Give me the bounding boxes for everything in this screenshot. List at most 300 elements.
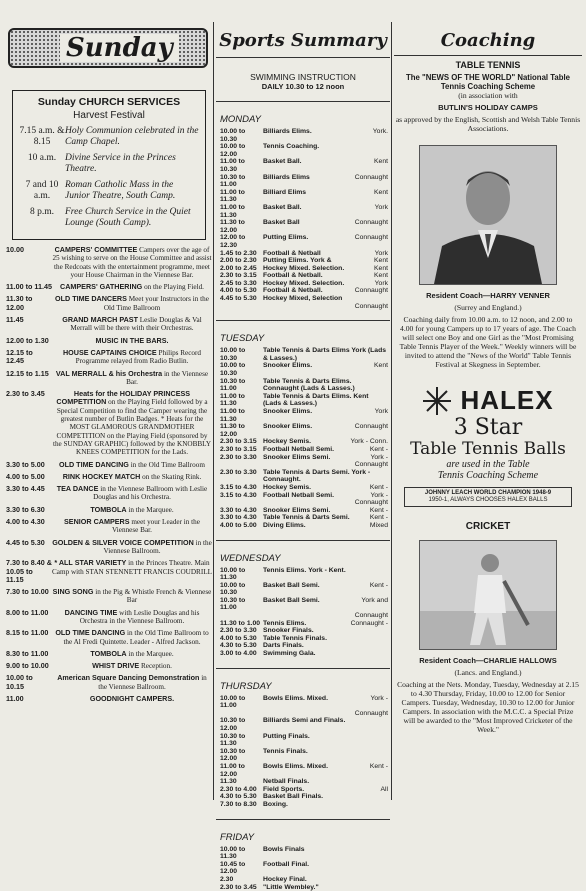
event-time: 2.30 to 3.45 — [6, 390, 52, 456]
sports-venue: Connaught — [355, 710, 388, 718]
sports-venue: York — [375, 280, 388, 288]
sports-row — [216, 446, 390, 454]
sports-time: 2.00 to 2.45 — [220, 265, 263, 273]
sports-event: Putting Finals. — [263, 733, 388, 748]
event-body — [52, 539, 212, 556]
sports-venue: Connaught — [355, 499, 388, 507]
sports-venue: Connaught — [355, 219, 388, 234]
sports-time: 12.00 to 12.30 — [220, 234, 263, 249]
sports-event: Basket Ball. — [263, 158, 374, 173]
divider — [216, 57, 390, 58]
event-body — [52, 295, 212, 312]
event-desc: meet your Leader in the Viennese Bar. — [112, 518, 200, 534]
sports-event: Hockey Mixed. Selection. — [263, 265, 374, 273]
sports-venue: Kent - — [370, 484, 388, 492]
event-row — [6, 473, 212, 481]
sports-row — [216, 597, 390, 612]
event-title: GRAND MARCH PAST — [62, 315, 138, 324]
event-body — [52, 283, 212, 291]
sports-row — [216, 650, 390, 658]
event-body — [52, 337, 212, 345]
scheme-intro: The "NEWS OF THE WORLD" National Table Tennis Coaching Scheme — [394, 73, 582, 91]
sports-row — [216, 280, 390, 288]
event-title: TOMBOLA — [90, 649, 126, 658]
sports-venue: York — [375, 250, 388, 258]
sports-row — [216, 204, 390, 219]
event-time: 12.00 to 1.30 — [6, 337, 52, 345]
sports-event: Snooker Elims Semi. — [263, 507, 370, 515]
sports-event: Tennis Elims. — [263, 620, 351, 628]
sports-venue: Kent — [374, 272, 388, 280]
sports-venue: Connaught - — [351, 620, 388, 628]
event-row — [6, 246, 212, 279]
sports-time: 11.00 to 11.30 — [220, 393, 263, 408]
event-body — [52, 629, 212, 646]
sports-row — [216, 303, 390, 311]
sports-event: Putting Elims. York & — [263, 257, 374, 265]
service-desc: Roman Catholic Mass in the Junior Theatre, South Camp. — [65, 180, 199, 202]
sports-venue: Connaught — [355, 423, 388, 438]
sports-event: Basket Ball Semi. — [263, 582, 370, 597]
sports-event: Hockey Semis. — [263, 484, 370, 492]
sports-venue: York - — [370, 695, 388, 710]
sports-time: 3.00 to 4.00 — [220, 650, 263, 658]
sports-row — [216, 861, 390, 876]
sports-event: Table Tennis Finals. — [263, 635, 388, 643]
sports-row — [216, 635, 390, 643]
sports-row — [216, 695, 390, 710]
sports-time: 2.00 to 2.30 — [220, 257, 263, 265]
sports-event — [263, 612, 355, 620]
sports-row — [216, 612, 390, 620]
event-title: DANCING TIME — [65, 608, 118, 617]
sports-row — [216, 393, 390, 408]
sports-event: Football Netball Semi. — [263, 446, 370, 454]
event-desc: in the Old Time Ballroom to the Al Fredi Quintette. Leader - Alfred Jackson. — [63, 629, 208, 645]
sunday-column — [4, 0, 212, 800]
event-title: SENIOR CAMPERS — [64, 517, 130, 526]
sports-venue: Kent - — [370, 514, 388, 522]
sports-venue: Connaught — [355, 174, 388, 189]
sports-row — [216, 265, 390, 273]
divider — [394, 55, 582, 56]
sports-event: Football & Netball. — [263, 272, 374, 280]
sports-time: 2.30 to 3.30 — [220, 469, 263, 484]
event-time: 12.15 to 1.15 — [6, 370, 52, 387]
sports-row — [216, 627, 390, 635]
event-time: 3.30 to 4.45 — [6, 485, 52, 502]
event-time: 3.30 to 5.00 — [6, 461, 52, 469]
sports-event: Football Netball Semi. — [263, 492, 370, 500]
sports-row — [216, 507, 390, 515]
day-heading: THURSDAY — [220, 681, 390, 692]
coach2-caption: Resident Coach—CHARLIE HALLOWS — [394, 656, 582, 665]
halex-used-line1: are used in the Table — [394, 459, 582, 470]
sports-event: Hockey Final. — [263, 876, 388, 884]
event-body — [52, 518, 212, 535]
sports-row — [216, 174, 390, 189]
sports-time: 2.30 to 3.45 — [220, 884, 263, 891]
sports-row — [216, 876, 390, 884]
divider — [216, 320, 390, 321]
sports-row — [216, 484, 390, 492]
sports-time: 4.00 to 5.30 — [220, 287, 263, 295]
sports-venue: Kent - — [370, 446, 388, 454]
event-desc: on the Playing Field. — [144, 283, 204, 291]
event-time: 4.00 to 4.30 — [6, 518, 52, 535]
event-title: TEA DANCE — [57, 484, 99, 493]
sports-row — [216, 287, 390, 295]
coach1-sub: (Surrey and England.) — [394, 303, 582, 312]
event-title: OLD TIME DANCERS — [55, 294, 127, 303]
sports-time: 11.00 to 10.30 — [220, 158, 263, 173]
sports-time: 4.30 to 5.30 — [220, 642, 263, 650]
event-time: 7.30 to 10.00 — [6, 588, 52, 605]
event-row — [6, 390, 212, 456]
sports-venue: York and — [361, 597, 388, 612]
sports-row — [216, 272, 390, 280]
sports-row — [216, 158, 390, 173]
event-row — [6, 518, 212, 535]
leach-line2: 1950-1, ALWAYS CHOOSES HALEX BALLS — [408, 497, 568, 504]
sports-event: Football Final. — [263, 861, 388, 876]
sports-event: Diving Elims. — [263, 522, 370, 530]
sports-time: 2.45 to 3.30 — [220, 280, 263, 288]
event-row — [6, 316, 212, 333]
sports-event — [263, 710, 355, 718]
event-time: 10.00 — [6, 246, 52, 279]
event-body — [52, 349, 212, 366]
sports-event: Basket Ball — [263, 219, 355, 234]
sports-event — [263, 303, 355, 311]
sports-row — [216, 884, 390, 891]
sports-venue: York - — [370, 492, 388, 500]
sports-time: 2.30 to 3.15 — [220, 438, 263, 446]
sports-row — [216, 778, 390, 786]
sunday-banner — [8, 28, 208, 68]
sports-event: Boxing. — [263, 801, 388, 809]
event-desc: in the Old Time Ballroom — [131, 461, 205, 469]
sports-row — [216, 469, 390, 484]
event-title: GOODNIGHT CAMPERS. — [90, 694, 174, 703]
sports-event: Snooker Finals. — [263, 627, 388, 635]
event-title: CAMPERS' COMMITTEE — [55, 245, 138, 254]
sports-event: Darts Finals. — [263, 642, 388, 650]
sports-event: Basket Ball Semi. — [263, 597, 361, 612]
sports-event: Tennis Finals. — [263, 748, 388, 763]
event-row — [6, 337, 212, 345]
sports-row — [216, 582, 390, 597]
sports-time — [220, 612, 263, 620]
service-time: 7 and 10 a.m. — [19, 180, 65, 202]
event-time: 8.15 to 11.00 — [6, 629, 52, 646]
halex-star: 3 Star — [394, 416, 582, 440]
event-time: 8.00 to 11.00 — [6, 609, 52, 626]
sunday-title: Sunday — [60, 34, 179, 62]
sports-event: Billiards Elims. — [263, 128, 373, 143]
sports-row — [216, 234, 390, 249]
sports-row — [216, 423, 390, 438]
sports-days — [216, 114, 390, 891]
event-desc: in the Marquee. — [128, 650, 173, 658]
day-heading: MONDAY — [220, 114, 390, 125]
sports-time: 10.30 to 12.00 — [220, 748, 263, 763]
church-services-box — [12, 90, 206, 240]
event-time: 4.45 to 5.30 — [6, 539, 52, 556]
sports-row — [216, 567, 390, 582]
sports-venue: Kent — [374, 158, 388, 173]
sports-row — [216, 642, 390, 650]
divider — [216, 819, 390, 820]
event-desc: Philips Record Programme relayed from Radio Butlin. — [76, 349, 201, 365]
sports-event: Tennis Coaching. — [263, 143, 388, 158]
sports-time: 3.30 to 4.30 — [220, 514, 263, 522]
sports-event: Netball Finals. — [263, 778, 388, 786]
sports-row — [216, 499, 390, 507]
sports-event: Hockey Mixed, Selection — [263, 295, 388, 303]
sports-event: Football & Netball — [263, 250, 375, 258]
johnny-leach-box — [404, 487, 572, 507]
sports-event: Hockey Semis. — [263, 438, 350, 446]
sports-event: "Little Wembley." — [263, 884, 388, 891]
sports-row — [216, 295, 390, 303]
cricketer-icon — [420, 541, 556, 649]
sports-time: 10.00 to 10.30 — [220, 362, 263, 377]
sports-time: 2.30 to 3.15 — [220, 272, 263, 280]
event-title: SING SONG — [53, 587, 94, 596]
sports-event — [263, 461, 355, 469]
sports-time: 3.30 to 4.30 — [220, 507, 263, 515]
sports-row — [216, 128, 390, 143]
event-time: 11.00 to 11.45 — [6, 283, 52, 291]
church-services-list — [19, 126, 199, 229]
divider — [216, 540, 390, 541]
coach1-caption: Resident Coach—HARRY VENNER — [394, 291, 582, 300]
event-row — [6, 283, 212, 291]
event-row — [6, 485, 212, 502]
sports-venue: York — [375, 204, 388, 219]
sports-event: Tennis Elims. York - Kent. — [263, 567, 388, 582]
event-body — [52, 695, 212, 703]
event-row — [6, 674, 212, 691]
service-desc: Free Church Service in the Quiet Lounge (South Camp). — [65, 207, 199, 229]
church-services-subtitle: Harvest Festival — [19, 110, 199, 121]
sports-event: Table Tennis & Darts Elims. Connaught (Lads & Lasses.) — [263, 378, 388, 393]
coach1-text: Coaching daily from 10.00 a.m. to 12 noon, and 2.00 to 4.00 for young Campers up to 17 years of age. The Coach will select one Boy and one Girl as the "Most Promising Table Tennis Player of the Week." Weekly winners will be invited to attend the "News of the World" Table Tennis Festival at Skegness in September. — [394, 315, 582, 369]
divider — [216, 668, 390, 669]
sports-time: 11.00 to 11.30 — [220, 204, 263, 219]
sports-time: 10.00 to 10.30 — [220, 582, 263, 597]
event-title: CAMPERS' GATHERING — [60, 282, 142, 291]
event-row — [6, 461, 212, 469]
sports-venue: York - Conn. — [350, 438, 388, 446]
service-desc: Holy Communion celebrated in the Camp Chapel. — [65, 126, 199, 148]
sports-venue: Kent — [374, 265, 388, 273]
sports-event: Billiard Elims — [263, 189, 374, 204]
sports-time: 10.30 to 12.00 — [220, 717, 263, 732]
halex-ad — [394, 385, 582, 416]
sports-event: Football & Netball. — [263, 287, 355, 295]
event-time: 11.00 — [6, 695, 52, 703]
event-time: 4.00 to 5.00 — [6, 473, 52, 481]
event-desc: in the Marquee. — [128, 506, 173, 514]
swimming-subtitle: DAILY 10.30 to 12 noon — [216, 82, 390, 91]
sports-row — [216, 620, 390, 628]
event-desc: Campers over the age of 25 wishing to serve on the House Committee and assist the Redcoats with the entertainment programme, meet your House Chairman in the Viennese Bar. — [52, 246, 211, 279]
sports-event: Billiards Elims — [263, 174, 355, 189]
event-row — [6, 370, 212, 387]
butlins-name: BUTLIN'S HOLIDAY CAMPS — [394, 103, 582, 112]
sports-time: 10.00 to 10.30 — [220, 128, 263, 143]
sports-time: 4.00 to 5.00 — [220, 522, 263, 530]
swimming-title: SWIMMING INSTRUCTION — [216, 72, 390, 82]
sports-event: Snooker Elims. — [263, 423, 355, 438]
sports-time: 11.30 to 12.00 — [220, 219, 263, 234]
event-row — [6, 349, 212, 366]
scheme-association: (in association with — [394, 91, 582, 100]
sports-time: 2.30 to 3.30 — [220, 627, 263, 635]
event-body — [52, 662, 212, 670]
sports-event: Table Tennis & Darts Semi. York - Connaught. — [263, 469, 388, 484]
event-body — [52, 674, 212, 691]
event-time: 3.30 to 6.30 — [6, 506, 52, 514]
sports-event: Hockey Mixed. Selection. — [263, 280, 375, 288]
service-row — [19, 180, 199, 202]
sports-time: 4.00 to 5.30 — [220, 635, 263, 643]
sports-row — [216, 250, 390, 258]
sports-time: 4.30 to 5.30 — [220, 793, 263, 801]
event-row — [6, 629, 212, 646]
sports-event: Snooker Elims. — [263, 362, 374, 377]
sports-time: 11.00 to 11.30 — [220, 189, 263, 204]
event-time: 7.30 to 8.40 & 10.05 to 11.15 — [6, 559, 52, 584]
divider — [216, 101, 390, 102]
event-desc: in the Viennese Ballroom. — [103, 539, 211, 555]
sports-venue: Connaught — [355, 287, 388, 295]
event-row — [6, 609, 212, 626]
event-row — [6, 662, 212, 670]
coaching-title: Coaching — [394, 30, 582, 51]
service-time: 8 p.m. — [19, 207, 65, 229]
sports-event: Field Sports. — [263, 786, 380, 794]
sports-row — [216, 461, 390, 469]
event-row — [6, 559, 212, 584]
event-title: GOLDEN & SILVER VOICE COMPETITION — [52, 538, 194, 547]
sports-venue: Kent - — [370, 507, 388, 515]
service-desc: Divine Service in the Princes Theatre. — [65, 153, 199, 175]
sports-row — [216, 454, 390, 462]
sports-row — [216, 492, 390, 500]
sports-venue: York. — [373, 128, 388, 143]
event-title: VAL MERRALL & his Orchestra — [56, 369, 162, 378]
event-title: RINK HOCKEY MATCH — [63, 472, 141, 481]
sports-row — [216, 408, 390, 423]
event-desc: in the Princes Theatre. Main Camp with STAN STENNETT FRANCIS COUDRILL — [52, 559, 212, 575]
approval-text: as approved by the English, Scottish and Welsh Table Tennis Associations. — [394, 115, 582, 133]
event-body — [52, 390, 212, 456]
event-desc: in the Viennese Ballroom with Leslie Douglas and his Orchestra. — [93, 485, 207, 501]
event-title: Heats for the HOLIDAY PRINCESS COMPETITION — [56, 389, 190, 406]
sports-event — [263, 499, 355, 507]
event-body — [52, 588, 212, 605]
sports-venue: Mixed — [370, 522, 388, 530]
event-desc: with Leslie Douglas and his Orchestra in the Viennese Ballroom. — [80, 609, 200, 625]
sports-venue: All — [380, 786, 388, 794]
halex-used-line2: Tennis Coaching Scheme — [394, 470, 582, 481]
sports-time: 7.30 to 8.30 — [220, 801, 263, 809]
event-title: OLD TIME DANCING — [55, 628, 125, 637]
sports-time — [220, 710, 263, 718]
portrait-icon — [420, 146, 556, 284]
sports-row — [216, 257, 390, 265]
event-row — [6, 588, 212, 605]
sports-event: Table Tennis & Darts Semi. — [263, 514, 370, 522]
sports-event: Table Tennis & Darts Elims. Kent (Lads & Lasses.) — [263, 393, 388, 408]
sports-event: Putting Elims. — [263, 234, 355, 249]
sports-row — [216, 710, 390, 718]
event-row — [6, 695, 212, 703]
event-body — [52, 609, 212, 626]
sports-time: 10.00 to 12.00 — [220, 143, 263, 158]
event-row — [6, 506, 212, 514]
sports-time: 2.30 to 3.30 — [220, 454, 263, 462]
sports-time: 3.15 to 4.30 — [220, 492, 263, 500]
event-body — [52, 506, 212, 514]
sports-row — [216, 793, 390, 801]
sports-time: 10.45 to 12.00 — [220, 861, 263, 876]
event-time: 12.15 to 12.45 — [6, 349, 52, 366]
event-desc: in the Viennese Bar. — [126, 370, 208, 386]
sports-time: 11.00 to 12.00 — [220, 763, 263, 778]
star-icon — [422, 386, 452, 416]
table-tennis-heading: TABLE TENNIS — [394, 60, 582, 70]
event-desc: Meet your Instructors in the Old Time Ballroom — [104, 295, 209, 311]
sports-event: Billiards Semi and Finals. — [263, 717, 388, 732]
sports-venue: Connaught — [355, 234, 388, 249]
sports-venue: Connaught — [355, 303, 388, 311]
sports-time: 11.00 to 11.30 — [220, 408, 263, 423]
coaching-column — [394, 0, 582, 800]
event-title: WHIST DRIVE — [92, 661, 139, 670]
sports-event: Swimming Gala. — [263, 650, 388, 658]
event-desc: Reception. — [141, 662, 172, 670]
sports-row — [216, 438, 390, 446]
service-row — [19, 153, 199, 175]
sports-venue: Connaught — [355, 461, 388, 469]
sports-venue: Kent - — [370, 582, 388, 597]
sports-event: Snooker Elims. — [263, 408, 375, 423]
sports-venue: York — [375, 408, 388, 423]
event-desc: on the Skating Rink. — [142, 473, 201, 481]
day-heading: FRIDAY — [220, 832, 390, 843]
event-row — [6, 650, 212, 658]
sports-event: Bowls Finals — [263, 846, 388, 861]
sports-row — [216, 748, 390, 763]
event-time: 11.45 — [6, 316, 52, 333]
sports-time: 3.15 to 4.30 — [220, 484, 263, 492]
event-title: TOMBOLA — [90, 505, 126, 514]
event-body — [52, 246, 212, 279]
sports-time — [220, 461, 263, 469]
sports-row — [216, 522, 390, 530]
sports-time: 10.00 to 11.30 — [220, 567, 263, 582]
sports-row — [216, 763, 390, 778]
sports-time: 10.30 to 11.00 — [220, 174, 263, 189]
sports-venue: York - — [370, 454, 388, 462]
leach-line1: JOHNNY LEACH WORLD CHAMPION 1948-9 — [408, 490, 568, 497]
event-title: HOUSE CAPTAINS CHOICE — [63, 348, 157, 357]
sunday-events-list — [4, 246, 212, 703]
